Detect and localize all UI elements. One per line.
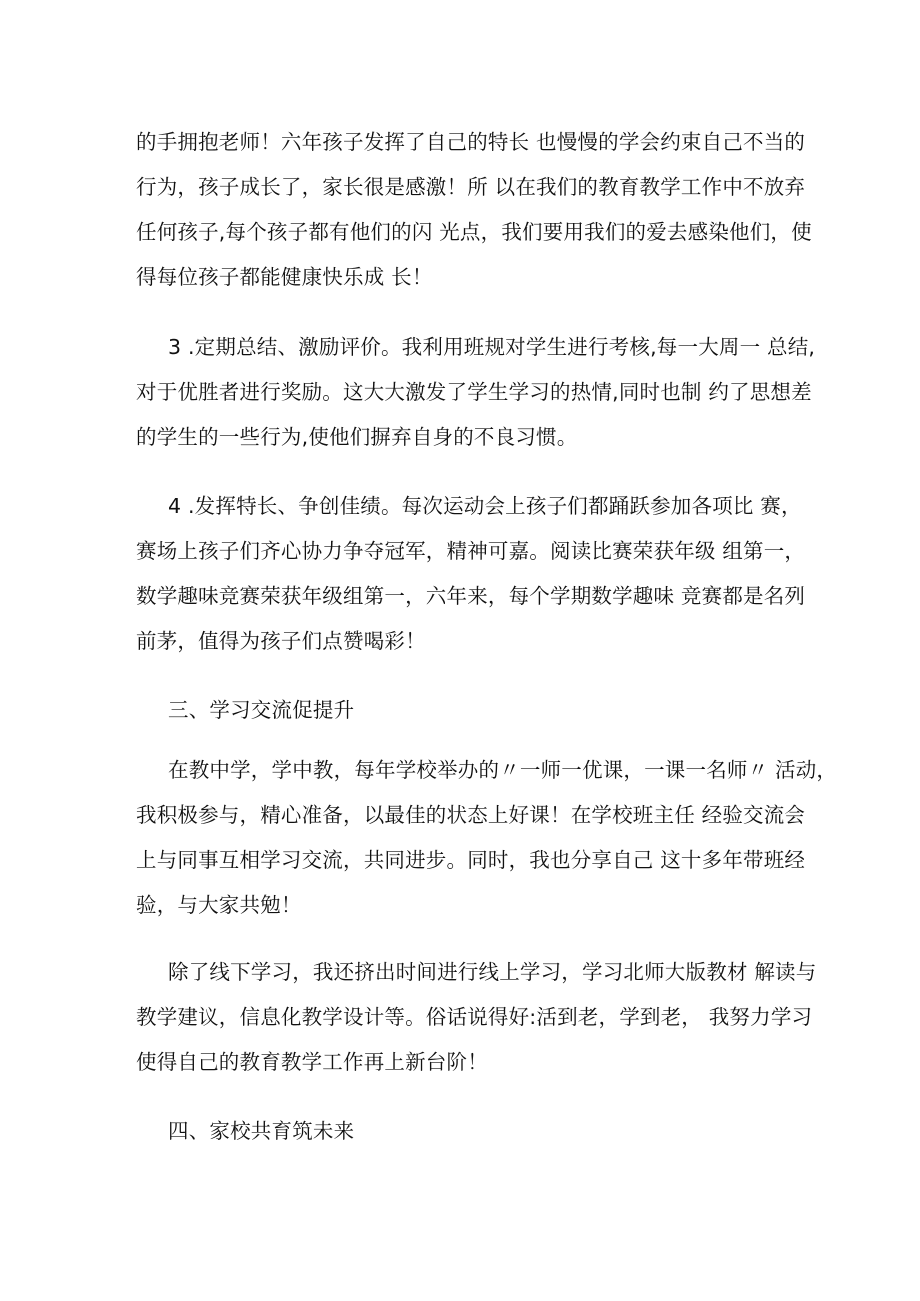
section-heading-3 <box>136 688 801 733</box>
text-line: 得每位孩子都能健康快乐成 长！ <box>136 265 433 289</box>
heading-text: 三、学习交流促提升 <box>168 698 355 722</box>
text-line: 任何孩子,每个孩子都有他们的闪 光点，我们要用我们的爱去感染他们，使 <box>136 220 812 244</box>
paragraph-student-growth <box>136 120 812 300</box>
text-line: 赛场上孩子们齐心协力争夺冠军，精神可嘉。阅读比赛荣获年级 组第一， <box>136 539 806 563</box>
paragraph-learning-exchange <box>136 748 838 928</box>
text-line: 行为，孩子成长了，家长很是感激！所 以在我们的教育教学工作中不放弃 <box>136 175 806 199</box>
paragraph-item-3 <box>136 325 816 460</box>
heading-text: 四、家校共育筑未来 <box>168 1119 355 1143</box>
text-line: 的学生的一些行为,使他们摒弃自身的不良习惯。 <box>136 425 578 449</box>
text-line: 在教中学，学中教，每年学校举办的〃一师一优课，一课一名师〃 活动， <box>168 758 838 782</box>
text-line: 对于优胜者进行奖励。这大大激发了学生学习的热情,同时也制 约了思想差 <box>136 380 812 404</box>
text-line: 教学建议，信息化教学设计等。俗话说得好:活到老，学到老， 我努力学习 <box>136 1005 813 1029</box>
text-line: 3 .定期总结、激励评价。我利用班规对学生进行考核,每一大周一 总结, <box>168 335 816 359</box>
text-line: 数学趣味竞赛荣获年级组第一，六年来，每个学期数学趣味 竞赛都是名列 <box>136 584 806 608</box>
text-line: 前茅，值得为孩子们点赞喝彩！ <box>136 629 426 653</box>
text-line: 上与同事互相学习交流，共同进步。同时，我也分享自己 这十多年带班经 <box>136 848 806 872</box>
paragraph-online-learning <box>136 950 817 1085</box>
text-line: 4 .发挥特长、争创佳绩。每次运动会上孩子们都踊跃参加各项比 赛， <box>168 494 802 518</box>
text-line: 的手拥抱老师！六年孩子发挥了自己的特长 也慢慢的学会约束自己不当的 <box>136 130 806 154</box>
paragraph-item-4 <box>136 484 806 664</box>
section-heading-4 <box>136 1109 801 1154</box>
text-line: 使得自己的教育教学工作再上新台阶！ <box>136 1050 488 1074</box>
text-line: 验，与大家共勉！ <box>136 893 302 917</box>
text-line: 我积极参与，精心准备，以最佳的状态上好课！在学校班主任 经验交流会 <box>136 803 806 827</box>
text-line: 除了线下学习，我还挤出时间进行线上学习，学习北师大版教材 解读与 <box>168 960 817 984</box>
